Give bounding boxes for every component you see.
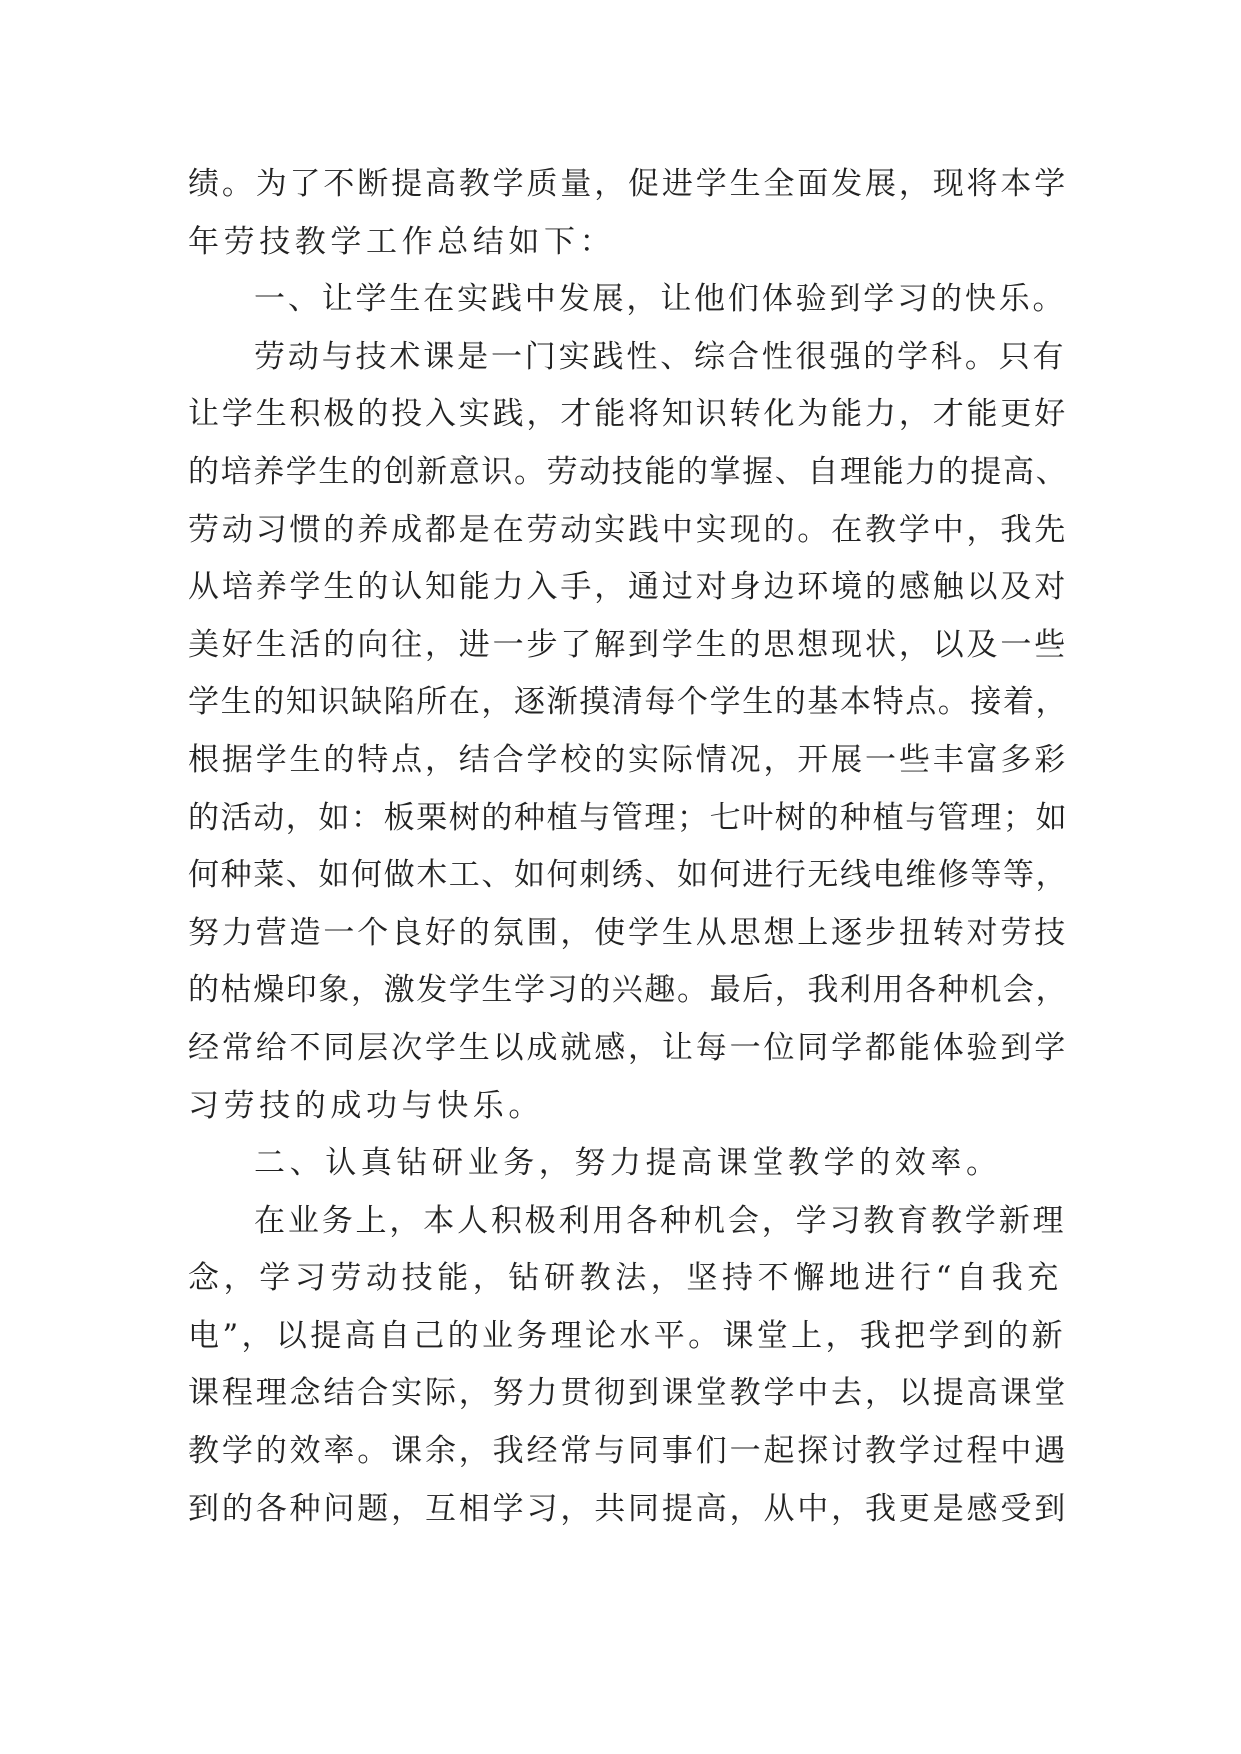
text-line: 根据学生的特点，结合学校的实际情况，开展一些丰富多彩 [188, 741, 1069, 778]
text-line: 绩。为了不断提高教学质量，促进学生全面发展，现将本学 [188, 166, 1069, 202]
text-line: 劳动习惯的养成都是在劳动实践中实现的。在教学中，我先 [188, 511, 1069, 548]
text-line: 在业务上，本人积极利用各种机会，学习教育教学新理 [254, 1202, 1067, 1239]
text-line: 劳动与技术课是一门实践性、综合性很强的学科。只有 [254, 338, 1067, 375]
text-line: 的枯燥印象，激发学生学习的兴趣。最后，我利用各种机会， [188, 972, 1069, 1009]
text-line: 二、认真钻研业务，努力提高课堂教学的效率。 [254, 1145, 1002, 1182]
text-line: 的活动，如：板栗树的种植与管理；七叶树的种植与管理；如 [188, 799, 1069, 836]
text-line: 年劳技教学工作总结如下： [188, 223, 616, 260]
text-line: 让学生积极的投入实践，才能将知识转化为能力，才能更好 [188, 396, 1069, 433]
text-line: 美好生活的向往，进一步了解到学生的思想现状，以及一些 [188, 626, 1069, 663]
text-line: 教学的效率。课余，我经常与同事们一起探讨教学过程中遇 [188, 1433, 1069, 1470]
text-line: 何种菜、如何做木工、如何刺绣、如何进行无线电维修等等， [188, 857, 1069, 894]
text-line: 到的各种问题，互相学习，共同提高，从中，我更是感受到 [188, 1490, 1069, 1527]
text-line: 课程理念结合实际，努力贯彻到课堂教学中去，以提高课堂 [188, 1375, 1069, 1412]
text-line: 学生的知识缺陷所在，逐渐摸清每个学生的基本特点。接着， [188, 684, 1069, 721]
text-line: 习劳技的成功与快乐。 [188, 1087, 544, 1124]
text-line: 努力营造一个良好的氛围，使学生从思想上逐步扭转对劳技 [188, 914, 1069, 951]
body-text [188, 156, 1068, 1538]
text-line: 念，学习劳动技能，钻研教法，坚持不懈地进行“自我充 [188, 1260, 1063, 1297]
text-line: 从培养学生的认知能力入手，通过对身边环境的感触以及对 [188, 569, 1069, 606]
text-line: 经常给不同层次学生以成就感，让每一位同学都能体验到学 [188, 1029, 1069, 1066]
text-line: 一、让学生在实践中发展，让他们体验到学习的快乐。 [254, 281, 1067, 318]
text-line: 的培养学生的创新意识。劳动技能的掌握、自理能力的提高、 [188, 453, 1069, 490]
text-line: 电”，以提高自己的业务理论水平。课堂上，我把学到的新 [188, 1317, 1066, 1354]
